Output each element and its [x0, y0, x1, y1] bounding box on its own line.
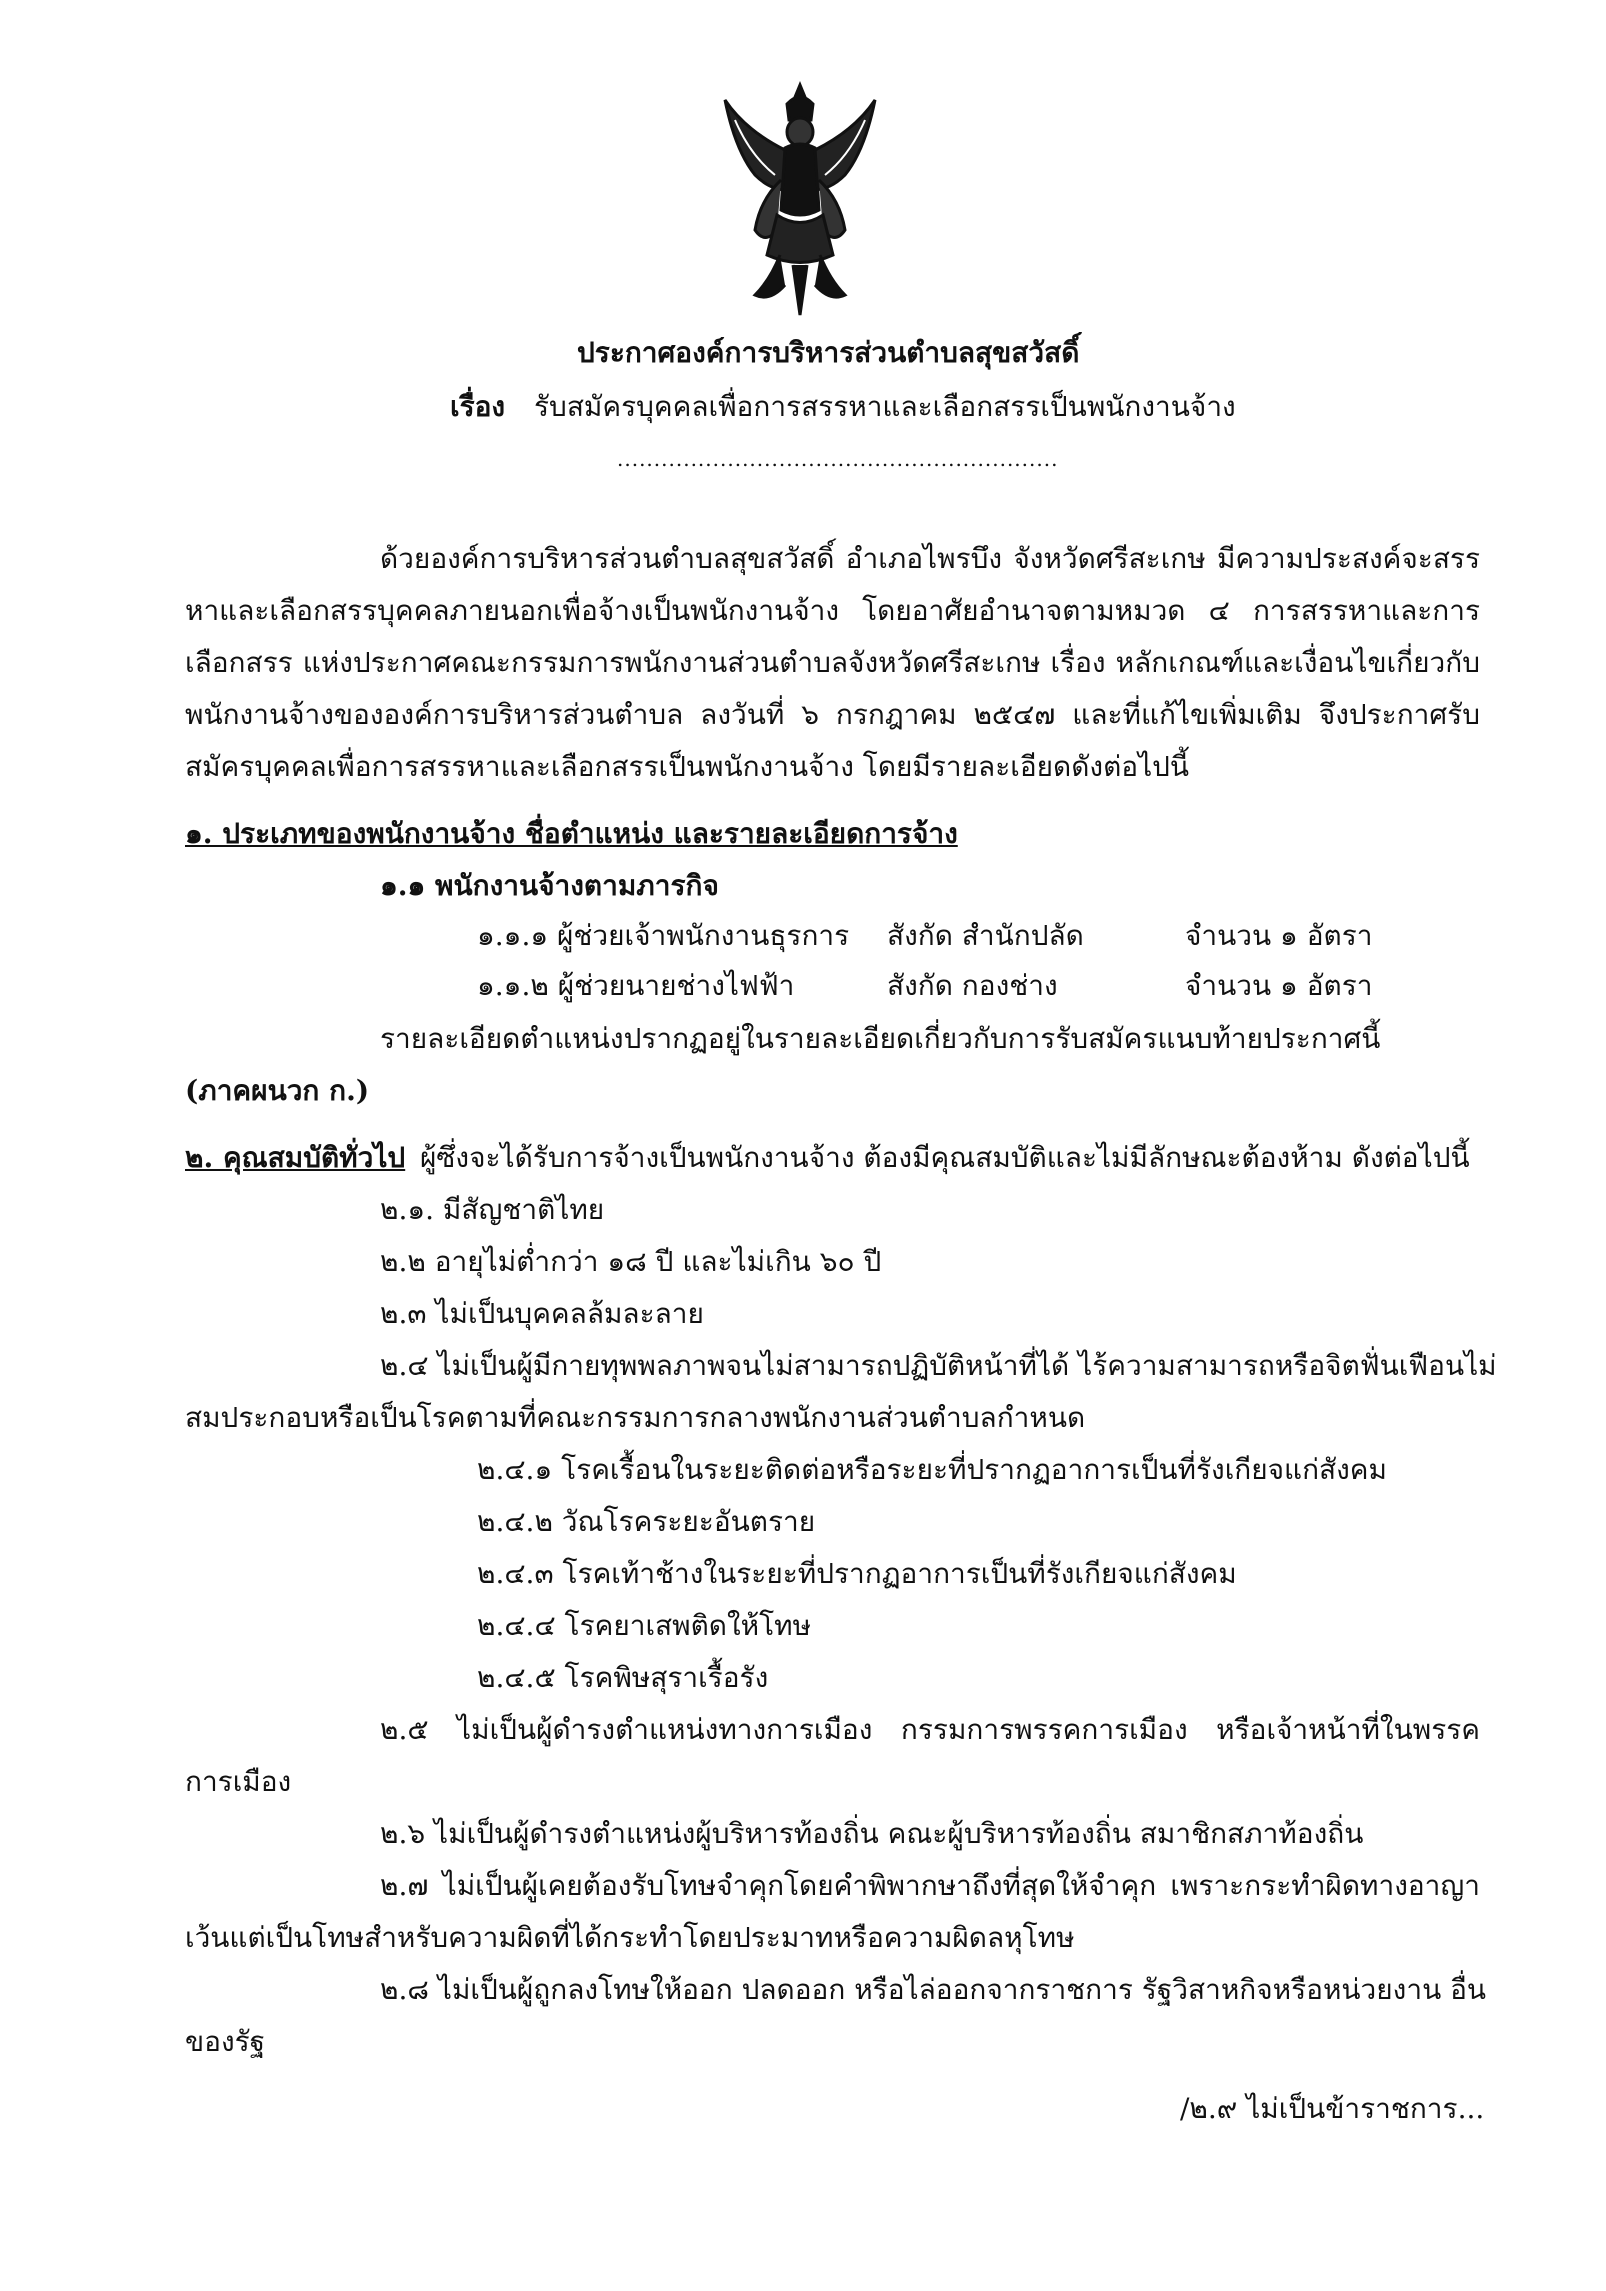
- section-2-intro: ผู้ซึ่งจะได้รับการจ้างเป็นพนักงานจ้าง ต้องมีคุณสมบัติและไม่มีลักษณะต้องห้าม ดังต่อไปนี้: [420, 1141, 1470, 1174]
- qualification-2-4-line-1: ๒.๔ ไม่เป็นผู้มีกายทุพพลภาพจนไม่สามารถปฏิบัติหน้าที่ได้ ไร้ความสามารถหรือจิตฟั่นเฟือนไม่: [380, 1349, 1497, 1382]
- disease-2-4-5: ๒.๔.๕ โรคพิษสุราเรื้อรัง: [477, 1661, 769, 1694]
- disease-2-4-3: ๒.๔.๓ โรคเท้าช้างในระยะที่ปรากฏอาการเป็นที่รังเกียจแก่สังคม: [477, 1557, 1237, 1590]
- subject-text: รับสมัครบุคคลเพื่อการสรรหาและเลือกสรรเป็นพนักงานจ้าง: [534, 390, 1236, 423]
- subject-label: เรื่อง: [450, 390, 506, 423]
- qualification-2-1: ๒.๑. มีสัญชาติไทย: [380, 1193, 605, 1226]
- position-1-title: ๑.๑.๑ ผู้ช่วยเจ้าพนักงานธุรการ: [477, 919, 850, 952]
- intro-line-2: หาและเลือกสรรบุคคลภายนอกเพื่อจ้างเป็นพนักงานจ้าง โดยอาศัยอำนาจตามหมวด ๔ การสรรหาและการ: [185, 594, 1480, 627]
- qualification-2-3: ๒.๓ ไม่เป็นบุคคลล้มละลาย: [380, 1297, 704, 1330]
- position-2-dept: สังกัด กองช่าง: [887, 969, 1058, 1002]
- position-2-title: ๑.๑.๒ ผู้ช่วยนายช่างไฟฟ้า: [477, 969, 795, 1002]
- position-1-count: จำนวน ๑ อัตรา: [1185, 919, 1373, 952]
- position-detail-text: รายละเอียดตำแหน่งปรากฏอยู่ในรายละเอียดเกี่ยวกับการรับสมัครแนบท้ายประกาศนี้: [380, 1022, 1381, 1055]
- qualification-2-5-line-2: การเมือง: [185, 1765, 292, 1798]
- section-1-1-heading: ๑.๑ พนักงานจ้างตามภารกิจ: [380, 869, 719, 902]
- title-divider: ............................................................: [617, 447, 1059, 471]
- annex-reference: (ภาคผนวก ก.): [185, 1074, 370, 1107]
- disease-2-4-1: ๒.๔.๑ โรคเรื้อนในระยะติดต่อหรือระยะที่ปรากฏอาการเป็นที่รังเกียจแก่สังคม: [477, 1453, 1387, 1486]
- qualification-2-2: ๒.๒ อายุไม่ต่ำกว่า ๑๘ ปี และไม่เกิน ๖๐ ปี: [380, 1245, 882, 1278]
- intro-line-3: เลือกสรร แห่งประกาศคณะกรรมการพนักงานส่วนตำบลจังหวัดศรีสะเกษ เรื่อง หลักเกณฑ์และเงื่อนไขเกี่ยวกับ: [185, 646, 1480, 679]
- intro-line-5: สมัครบุคคลเพื่อการสรรหาและเลือกสรรเป็นพนักงานจ้าง โดยมีรายละเอียดดังต่อไปนี้: [185, 750, 1190, 783]
- disease-2-4-4: ๒.๔.๔ โรคยาเสพติดให้โทษ: [477, 1609, 812, 1642]
- section-1-heading: ๑. ประเภทของพนักงานจ้าง ชื่อตำแหน่ง และรายละเอียดการจ้าง: [185, 817, 958, 850]
- qualification-2-5-line-1: ๒.๕ ไม่เป็นผู้ดำรงตำแหน่งทางการเมือง กรรมการพรรคการเมือง หรือเจ้าหน้าที่ในพรรค: [380, 1713, 1480, 1746]
- qualification-2-8-line-1: ๒.๘ ไม่เป็นผู้ถูกลงโทษให้ออก ปลดออก หรือไล่ออกจากราชการ รัฐวิสาหกิจหรือหน่วยงาน อื่น: [380, 1973, 1487, 2006]
- position-2-count: จำนวน ๑ อัตรา: [1185, 969, 1373, 1002]
- qualification-2-6: ๒.๖ ไม่เป็นผู้ดำรงตำแหน่งผู้บริหารท้องถิ่น คณะผู้บริหารท้องถิ่น สมาชิกสภาท้องถิ่น: [380, 1817, 1364, 1850]
- announcement-title: ประกาศองค์การบริหารส่วนตำบลสุขสวัสดิ์: [577, 336, 1080, 369]
- position-1-dept: สังกัด สำนักปลัด: [887, 919, 1084, 952]
- qualification-2-7-line-2: เว้นแต่เป็นโทษสำหรับความผิดที่ได้กระทำโดยประมาทหรือความผิดลหุโทษ: [185, 1921, 1075, 1954]
- intro-line-4: พนักงานจ้างขององค์การบริหารส่วนตำบล ลงวันที่ ๖ กรกฎาคม ๒๕๔๗ และที่แก้ไขเพิ่มเติม จึงประกาศรับ: [185, 698, 1480, 731]
- section-2-heading: ๒. คุณสมบัติทั่วไป: [185, 1141, 406, 1174]
- disease-2-4-2: ๒.๔.๒ วัณโรคระยะอันตราย: [477, 1505, 816, 1538]
- garuda-emblem-icon: [715, 80, 885, 320]
- qualification-2-4-line-2: สมประกอบหรือเป็นโรคตามที่คณะกรรมการกลางพนักงานส่วนตำบลกำหนด: [185, 1401, 1086, 1434]
- continuation-note: /๒.๙ ไม่เป็นข้าราชการ...: [1180, 2092, 1485, 2125]
- intro-line-1: ด้วยองค์การบริหารส่วนตำบลสุขสวัสดิ์ อำเภอไพรบึง จังหวัดศรีสะเกษ มีความประสงค์จะสรร: [380, 542, 1480, 575]
- qualification-2-8-line-2: ของรัฐ: [185, 2025, 266, 2058]
- qualification-2-7-line-1: ๒.๗ ไม่เป็นผู้เคยต้องรับโทษจำคุกโดยคำพิพากษาถึงที่สุดให้จำคุก เพราะกระทำผิดทางอาญา: [380, 1869, 1480, 1902]
